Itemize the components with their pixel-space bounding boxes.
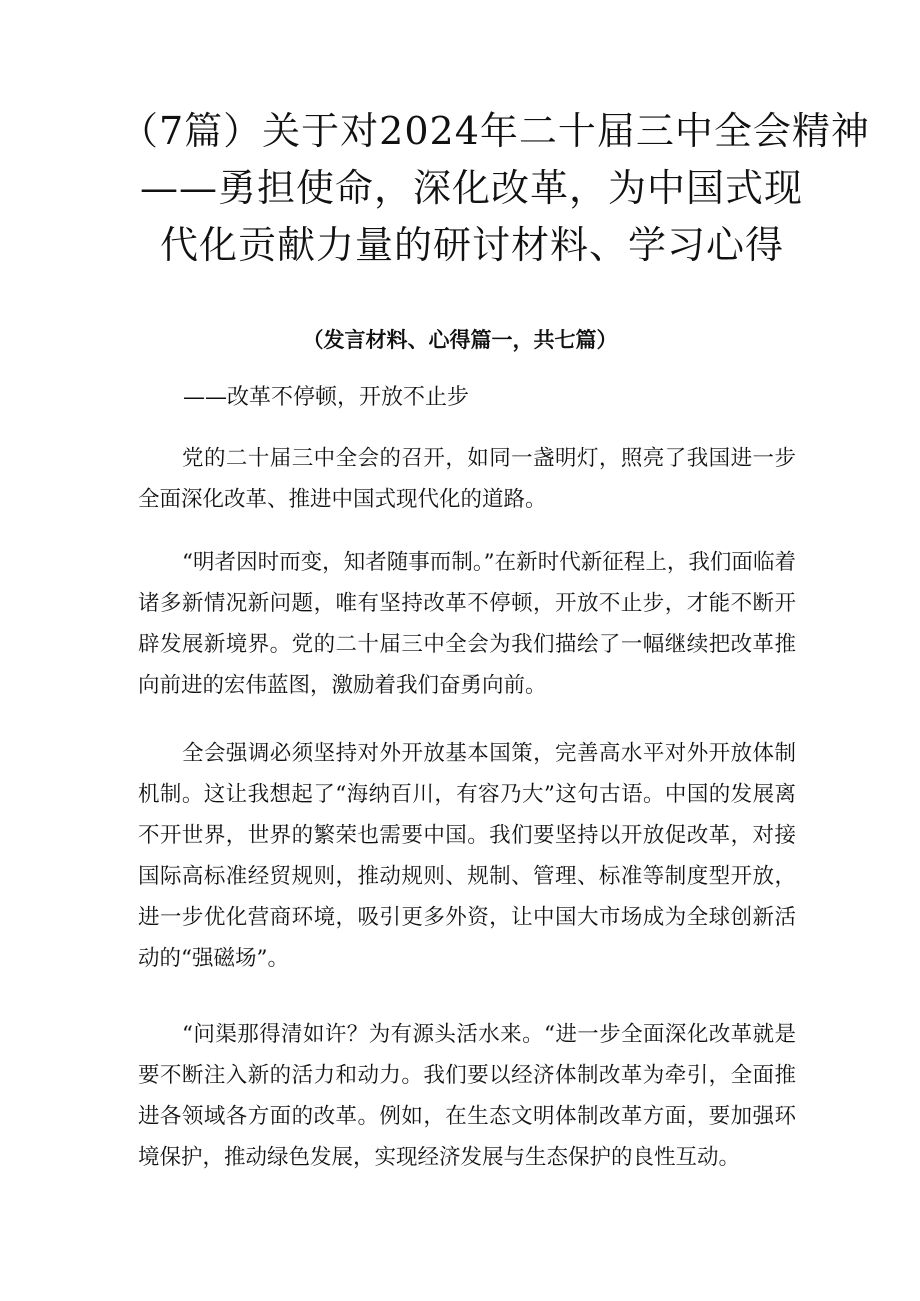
paragraph-3: 全会强调必须坚持对外开放基本国策，完善高水平对外开放体制机制。这让我想起了“海纳百川，有容乃大”这句古语。中国的发展离不开世界，世界的繁荣也需要中国。我们要坚持以开放促改革，对接国际高标准经贸规则，推动规则、规制、管理、标准等制度型开放，进一步优化营商环境，吸引更多外资，让中国大市场成为全球创新活动的“强磁场”。 <box>138 741 796 971</box>
title-line-3: 代化贡献力量的研讨材料、学习心得 <box>160 223 785 267</box>
paragraph-2: “明者因时而变，知者随事而制。”在新时代新征程上，我们面临着诸多新情况新问题，唯有坚持改革不停顿，开放不止步，才能不断开辟发展新境界。党的二十届三中全会为我们描绘了一幅继续把改革推向前进的宏伟蓝图，激励着我们奋勇向前。 <box>138 550 796 698</box>
paragraph-1: 党的二十届三中全会的召开，如同一盏明灯，照亮了我国进一步全面深化改革、推进中国式现代化的道路。 <box>138 446 796 512</box>
section-subtitle: （发言材料、心得篇一，共七篇） <box>302 328 618 352</box>
document-title <box>120 103 870 274</box>
paragraph-4: “问渠那得清如许？为有源头活水来。“进一步全面深化改革就是要不断注入新的活力和动力。我们要以经济体制改革为牵引，全面推进各领域各方面的改革。例如，在生态文明体制改革方面，要加强环境保护，推动绿色发展，实现经济发展与生态保护的良性互动。 <box>138 1022 796 1170</box>
title-line-1: （7篇）关于对2024年二十届三中全会精神 <box>120 109 870 153</box>
title-line-2: ——勇担使命，深化改革，为中国式现 <box>140 166 804 210</box>
section-motto: ——改革不停顿，开放不止步 <box>183 385 470 410</box>
